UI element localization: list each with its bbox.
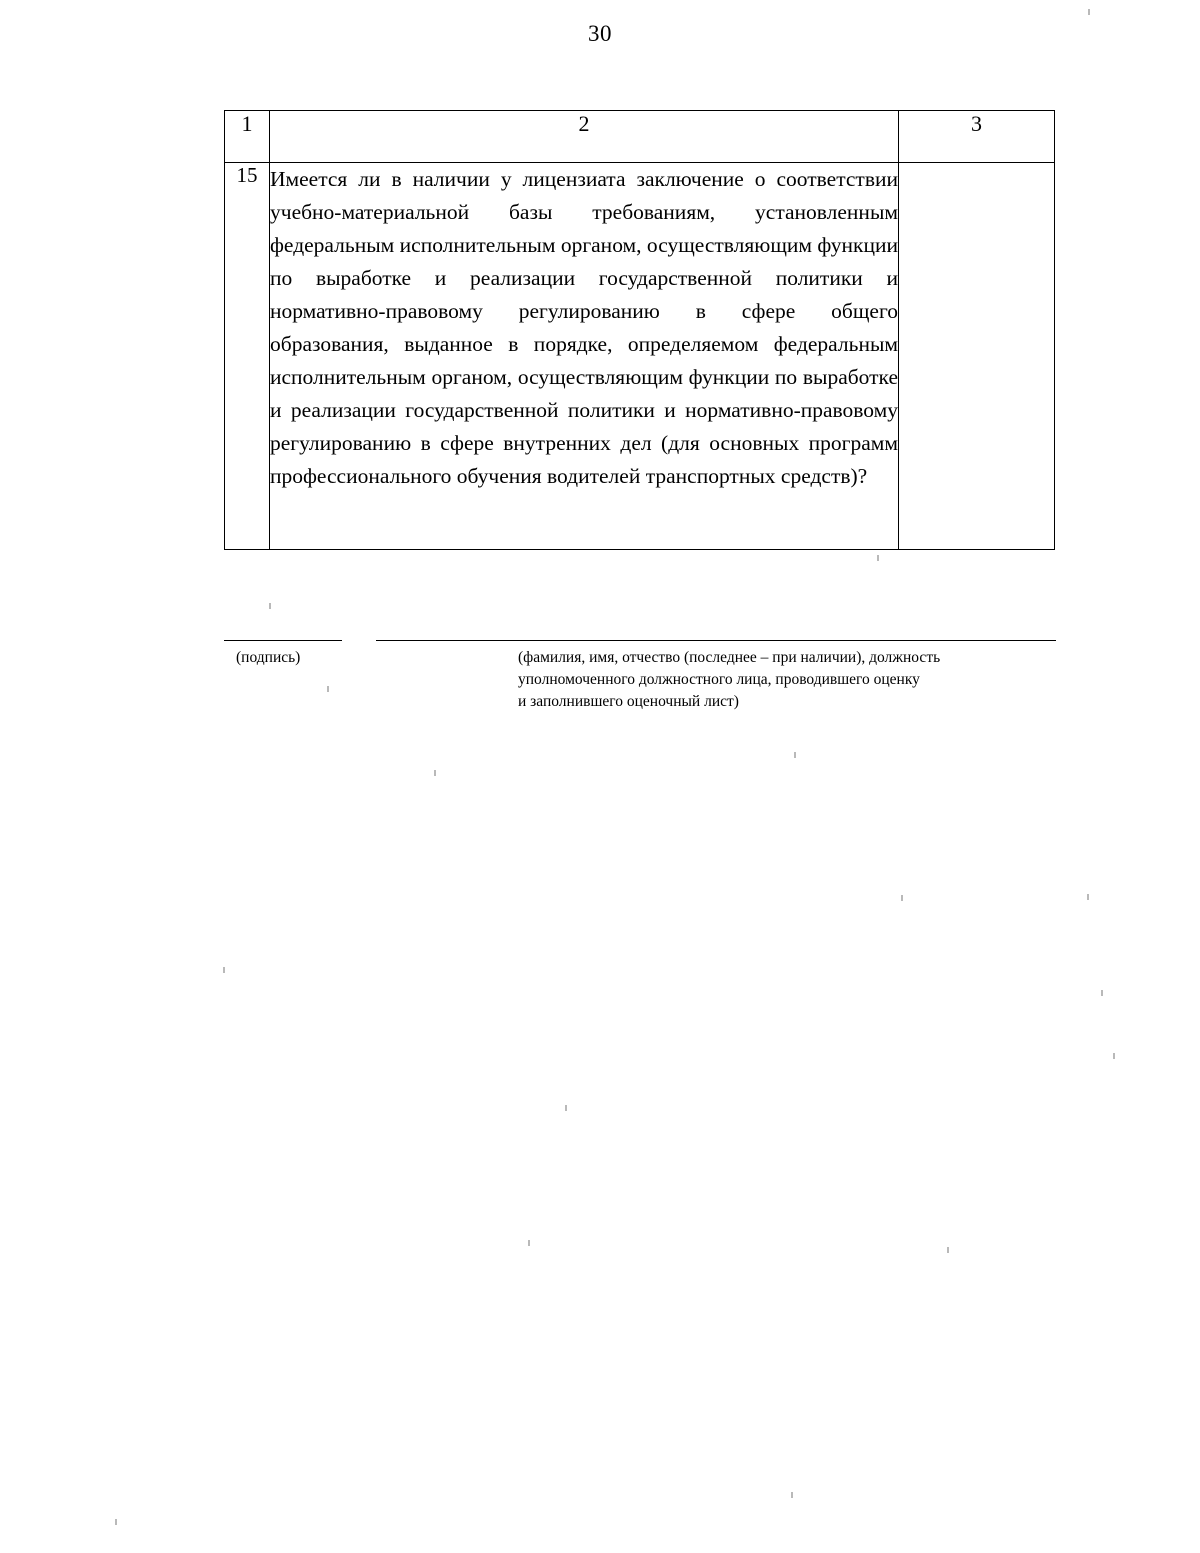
scan-speck: [1113, 1053, 1115, 1059]
scan-speck: [223, 967, 225, 973]
scan-speck: [1088, 9, 1090, 15]
official-name-caption: [518, 647, 940, 713]
column-header-3: 3: [899, 111, 1055, 163]
scan-speck: [901, 895, 903, 901]
question-text: Имеется ли в наличии у лицензиата заключение о соответствии учебно-материальной базы требованиям, установленным федеральным исполнительным органом, осуществляющим функции по выработке и реализации государственной политики и нормативно-правовому регулированию в сфере общего образования, выданное в порядке, определяемом федеральным исполнительным органом, осуществляющим функции по выработке и реализации государственной политики и нормативно-правовому регулированию в сфере внутренних дел (для основных программ профессионального обучения водителей транспортных средств)?: [270, 167, 898, 488]
official-name-caption-line-2: уполномоченного должностного лица, проводившего оценку: [518, 671, 920, 688]
scan-speck: [434, 770, 436, 776]
scan-speck: [794, 752, 796, 758]
official-name-caption-line-1: (фамилия, имя, отчество (последнее – при наличии), должность: [518, 649, 941, 666]
assessment-table: [224, 110, 1055, 550]
column-header-2: 2: [270, 111, 899, 163]
scan-speck: [877, 555, 879, 561]
official-name-caption-line-3: и заполнившего оценочный лист): [518, 693, 739, 710]
scan-speck: [1087, 894, 1089, 900]
page-number: 30: [588, 21, 612, 46]
scan-speck: [269, 603, 271, 609]
scan-speck: [947, 1247, 949, 1253]
table-header-row: [225, 111, 1055, 163]
signature-block: [224, 640, 1056, 730]
scan-speck: [115, 1519, 117, 1525]
scan-speck: [791, 1492, 793, 1498]
row-question-cell: [270, 163, 899, 550]
scan-speck: [565, 1105, 567, 1111]
row-number: 15: [225, 163, 270, 550]
scan-speck: [528, 1240, 530, 1246]
scan-speck: [327, 686, 329, 692]
column-header-1: 1: [225, 111, 270, 163]
official-name-line[interactable]: [376, 640, 1056, 641]
table-row: [225, 163, 1055, 550]
signature-line[interactable]: [224, 640, 342, 641]
row-result-cell[interactable]: [899, 163, 1055, 550]
signature-caption: (подпись): [236, 649, 301, 666]
scan-speck: [1101, 990, 1103, 996]
